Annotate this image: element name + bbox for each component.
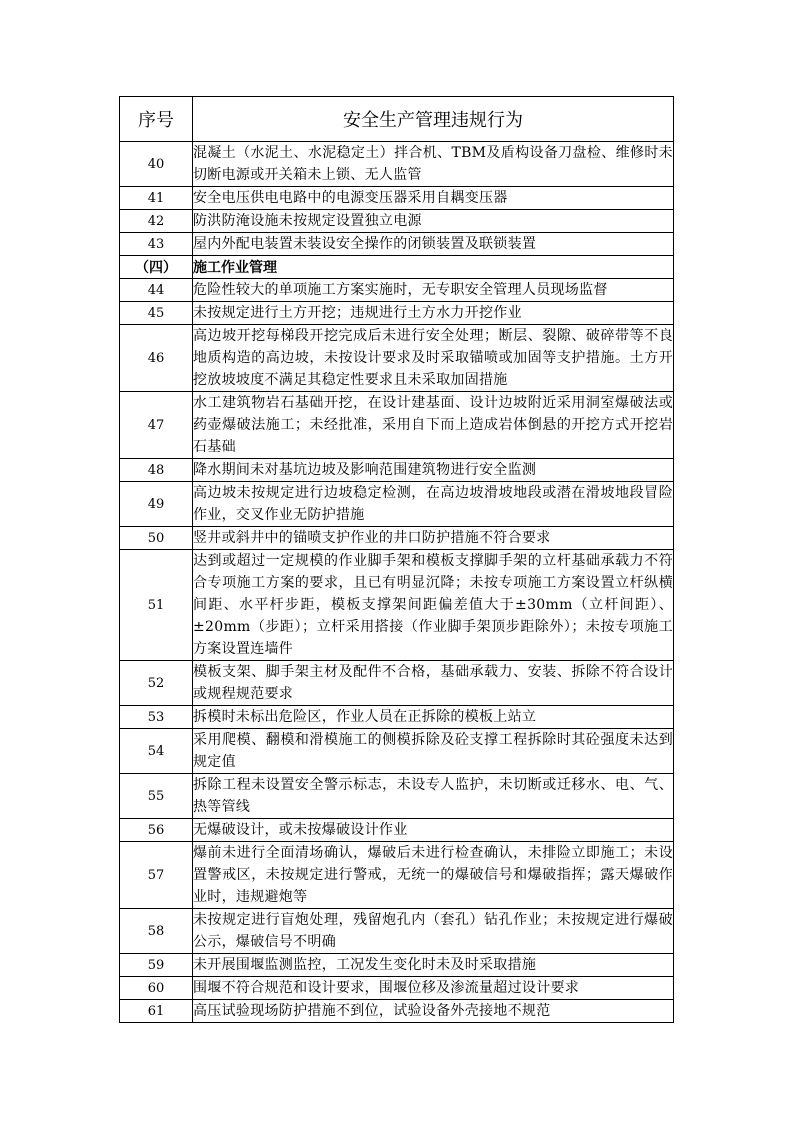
table-row — [120, 392, 674, 459]
row-violation-text: 安全电压供电电路中的电源变压器采用自耦变压器 — [193, 187, 674, 210]
row-number: 49 — [120, 482, 193, 527]
table-row — [120, 550, 674, 661]
row-number: 44 — [120, 279, 193, 302]
row-number: 45 — [120, 302, 193, 325]
row-number: 50 — [120, 527, 193, 550]
table-row — [120, 729, 674, 774]
table-row — [120, 909, 674, 954]
row-number: 59 — [120, 954, 193, 977]
row-violation-text: 高边坡开挖每梯段开挖完成后未进行安全处理；断层、裂隙、破碎带等不良地质构造的高边坡，未按设计要求及时采取锚喷或加固等支护措施。土方开挖放坡坡度不满足其稳定性要求且未采取加固措施 — [193, 325, 674, 392]
row-number: 46 — [120, 325, 193, 392]
table-row — [120, 233, 674, 256]
row-number: 41 — [120, 187, 193, 210]
row-violation-text: 围堰不符合规范和设计要求，围堰位移及渗流量超过设计要求 — [193, 977, 674, 1000]
table-row — [120, 842, 674, 909]
rows-after-section — [120, 279, 674, 1023]
table-row — [120, 210, 674, 233]
row-violation-text: 模板支架、脚手架主材及配件不合格，基础承载力、安装、拆除不符合设计或规程规范要求 — [193, 661, 674, 706]
section-body — [120, 256, 674, 279]
row-violation-text: 未按规定进行土方开挖；违规进行土方水力开挖作业 — [193, 302, 674, 325]
table-row — [120, 774, 674, 819]
header-title: 安全生产管理违规行为 — [193, 97, 674, 142]
row-violation-text: 防洪防淹设施未按规定设置独立电源 — [193, 210, 674, 233]
row-number: 54 — [120, 729, 193, 774]
row-violation-text: 爆前未进行全面清场确认，爆破后未进行检查确认，未排险立即施工；未设置警戒区，未按规定进行警戒，无统一的爆破信号和爆破指挥；露天爆破作业时，违规避炮等 — [193, 842, 674, 909]
row-number: 43 — [120, 233, 193, 256]
row-number: 48 — [120, 459, 193, 482]
row-violation-text: 未开展围堰监测监控，工况发生变化时未及时采取措施 — [193, 954, 674, 977]
row-violation-text: 采用爬模、翻模和滑模施工的侧模拆除及砼支撑工程拆除时其砼强度未达到规定值 — [193, 729, 674, 774]
table-row — [120, 819, 674, 842]
table-row — [120, 482, 674, 527]
table-row — [120, 661, 674, 706]
row-violation-text: 达到或超过一定规模的作业脚手架和模板支撑脚手架的立杆基础承载力不符合专项施工方案的要求，且已有明显沉降；未按专项施工方案设置立杆纵横间距、水平杆步距，模板支撑架间距偏差值大于±30mm（立杆间距）、±20mm（步距）；立杆采用搭接（作业脚手架顶步距除外）；未按专项施工方案设置连墙件 — [193, 550, 674, 661]
table-row — [120, 977, 674, 1000]
row-violation-text: 未按规定进行盲炮处理，残留炮孔内（套孔）钻孔作业；未按规定进行爆破公示，爆破信号不明确 — [193, 909, 674, 954]
row-number: 51 — [120, 550, 193, 661]
table-row — [120, 1000, 674, 1023]
table-row — [120, 142, 674, 187]
row-violation-text: 降水期间未对基坑边坡及影响范围建筑物进行安全监测 — [193, 459, 674, 482]
row-number: 61 — [120, 1000, 193, 1023]
table-row — [120, 279, 674, 302]
row-violation-text: 无爆破设计，或未按爆破设计作业 — [193, 819, 674, 842]
table-header-row — [120, 97, 674, 142]
row-violation-text: 竖井或斜井中的锚喷支护作业的井口防护措施不符合要求 — [193, 527, 674, 550]
row-violation-text: 水工建筑物岩石基础开挖，在设计建基面、设计边坡附近采用洞室爆破法或药壶爆破法施工；未经批准，采用自下而上造成岩体倒悬的开挖方式开挖岩石基础 — [193, 392, 674, 459]
table-row — [120, 325, 674, 392]
section-row — [120, 256, 674, 279]
row-violation-text: 拆模时未标出危险区，作业人员在正拆除的模板上站立 — [193, 706, 674, 729]
table-row — [120, 459, 674, 482]
row-number: 40 — [120, 142, 193, 187]
row-number: 47 — [120, 392, 193, 459]
row-number: 55 — [120, 774, 193, 819]
table-row — [120, 187, 674, 210]
row-violation-text: 拆除工程未设置安全警示标志，未设专人监护，未切断或迁移水、电、气、热等管线 — [193, 774, 674, 819]
row-violation-text: 高边坡未按规定进行边坡稳定检测，在高边坡滑坡地段或潜在滑坡地段冒险作业，交叉作业无防护措施 — [193, 482, 674, 527]
section-number: （四） — [120, 256, 193, 279]
row-violation-text: 高压试验现场防护措施不到位，试验设备外壳接地不规范 — [193, 1000, 674, 1023]
row-number: 56 — [120, 819, 193, 842]
section-title: 施工作业管理 — [193, 256, 674, 279]
row-violation-text: 危险性较大的单项施工方案实施时，无专职安全管理人员现场监督 — [193, 279, 674, 302]
header-number: 序号 — [120, 97, 193, 142]
row-number: 58 — [120, 909, 193, 954]
row-number: 42 — [120, 210, 193, 233]
table-row — [120, 302, 674, 325]
row-number: 53 — [120, 706, 193, 729]
violations-table — [119, 96, 674, 1023]
table-row — [120, 706, 674, 729]
row-number: 57 — [120, 842, 193, 909]
table-row — [120, 954, 674, 977]
table-row — [120, 527, 674, 550]
row-violation-text: 混凝土（水泥土、水泥稳定土）拌合机、TBM及盾构设备刀盘检、维修时未切断电源或开关箱未上锁、无人监管 — [193, 142, 674, 187]
row-number: 52 — [120, 661, 193, 706]
row-violation-text: 屋内外配电装置未装设安全操作的闭锁装置及联锁装置 — [193, 233, 674, 256]
row-number: 60 — [120, 977, 193, 1000]
rows-before-section — [120, 142, 674, 256]
